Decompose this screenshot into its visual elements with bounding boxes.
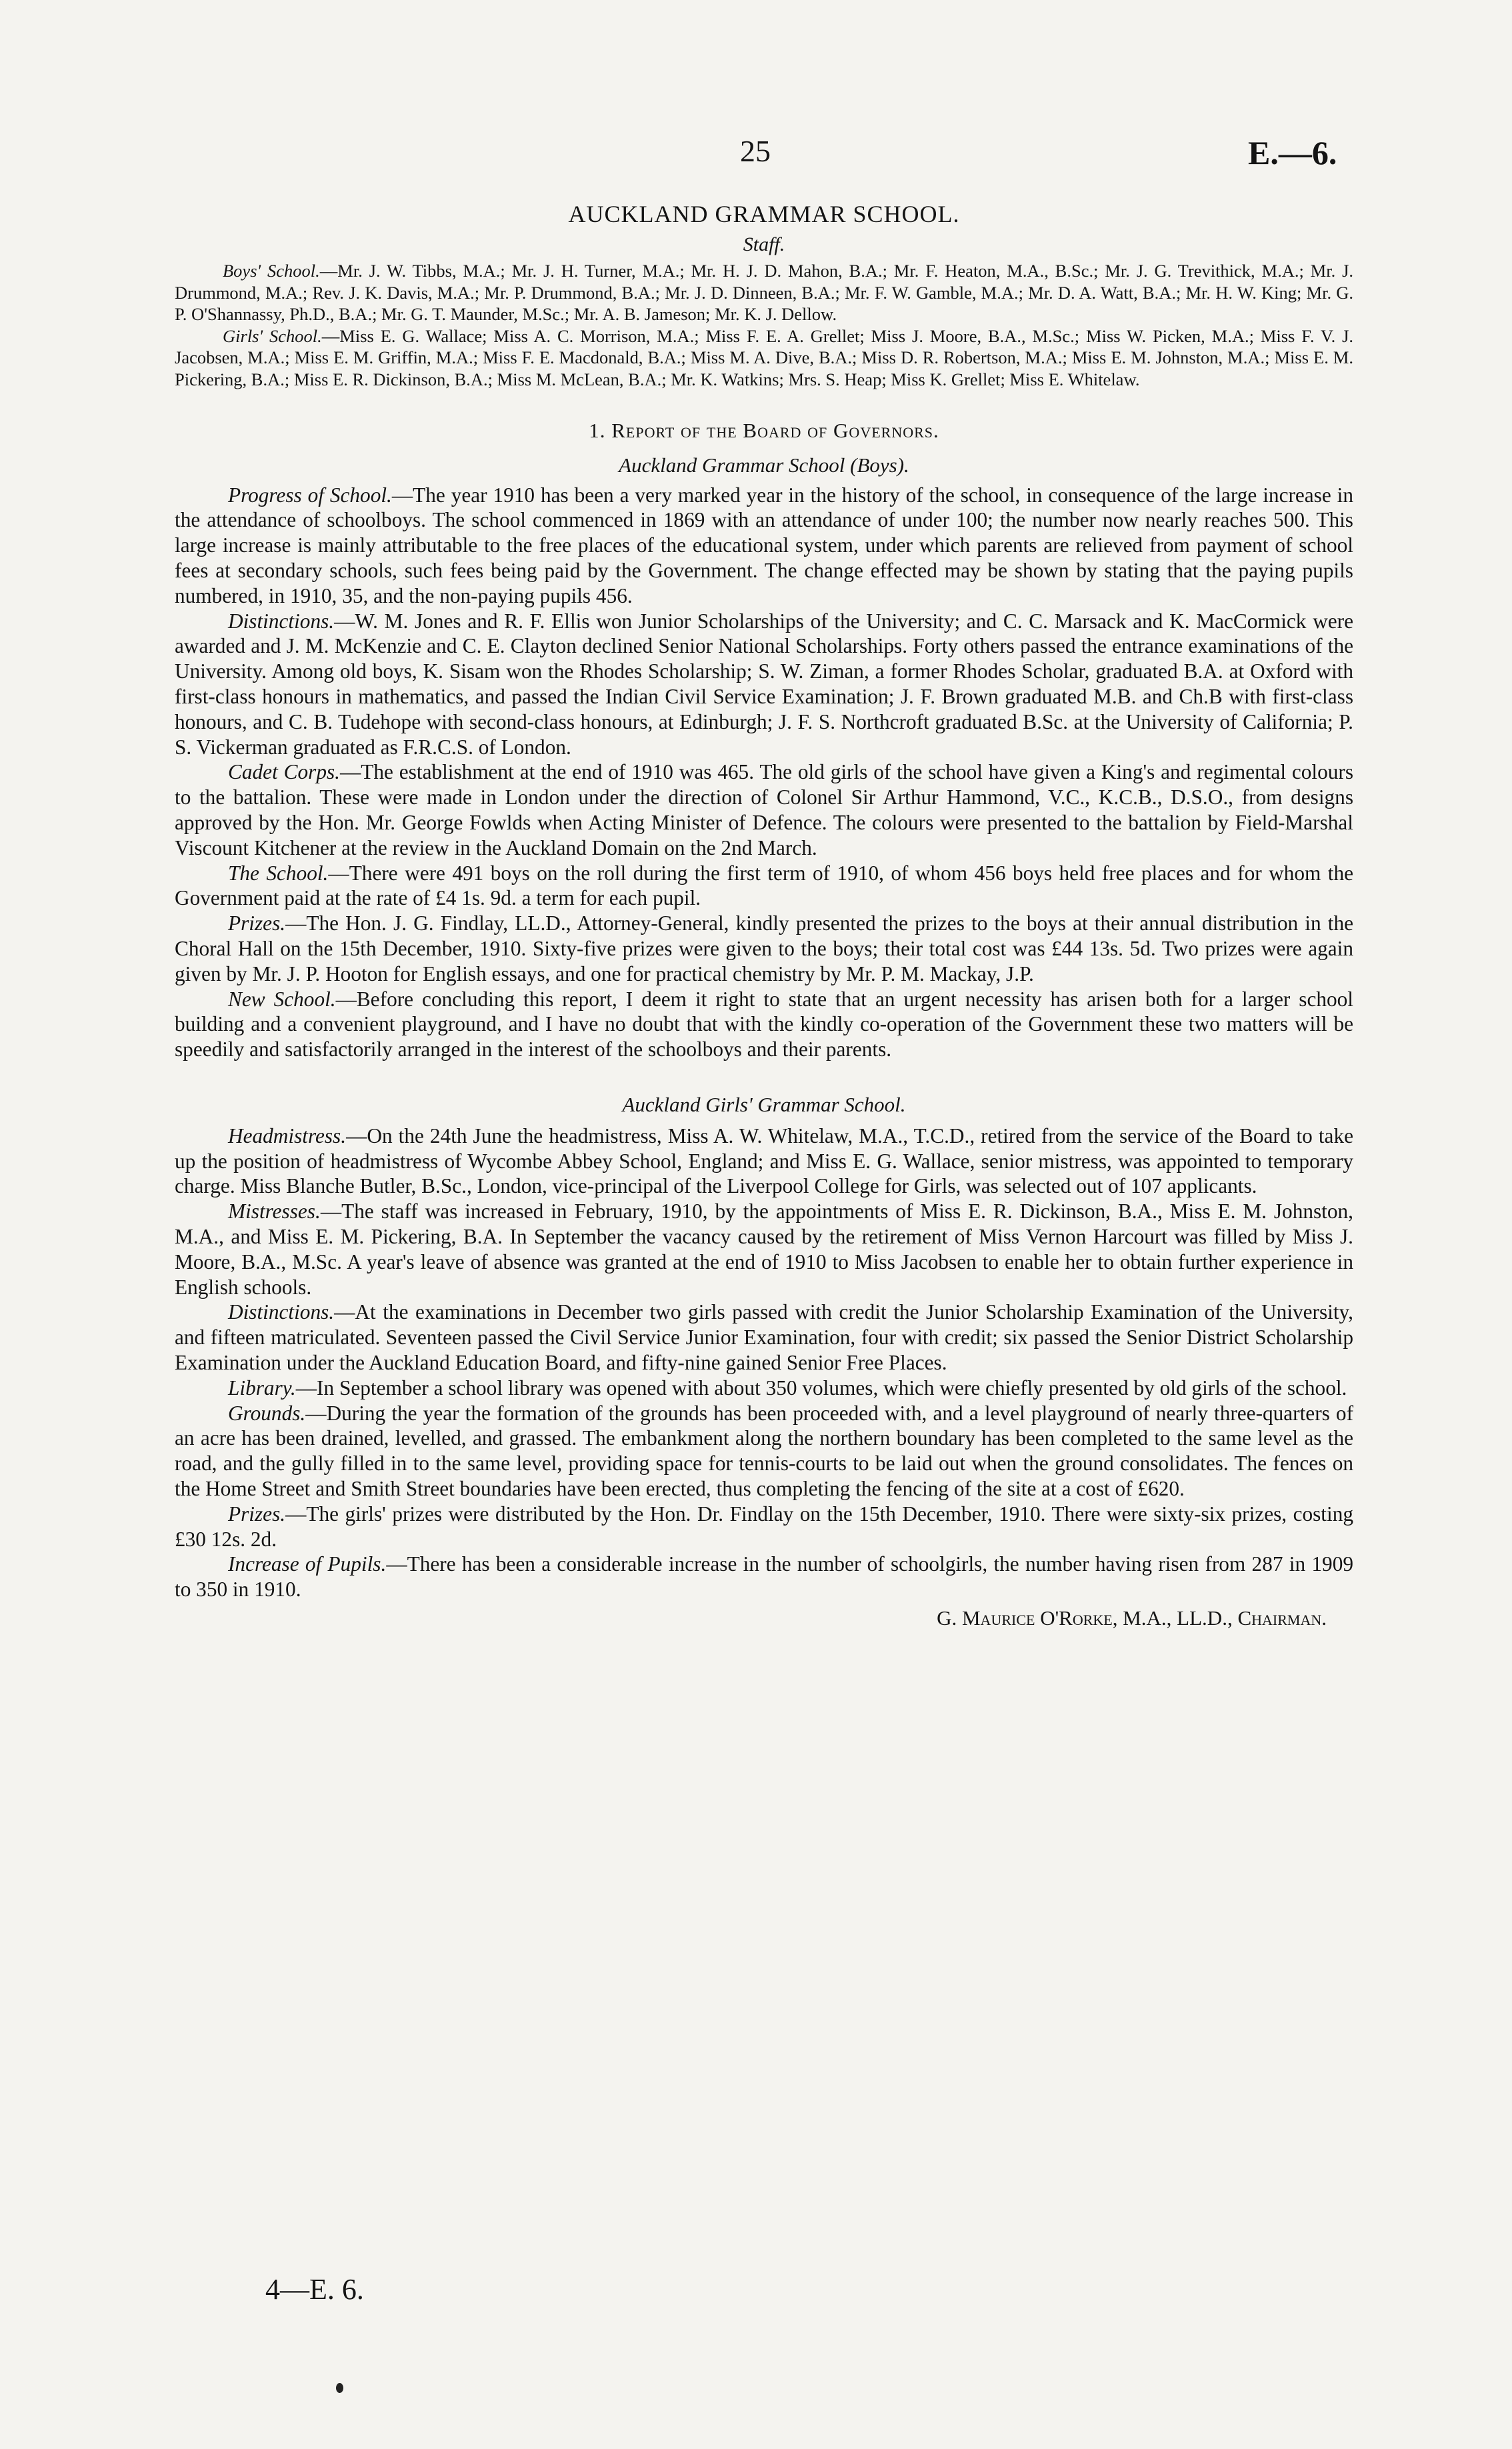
parliamentary-reference: E.—6. xyxy=(1248,134,1337,171)
footer-signature-mark: 4—E. 6. xyxy=(265,2273,364,2306)
paragraph xyxy=(175,759,1353,860)
paragraph-text: —The staff was increased in February, 1910, by the appointments of Miss E. R. Dickinson, B.A., Miss E. M. Johnston, M.A., and Miss E. M. Pickering, B.A. In September the vacancy caused by the retirement of Miss Vernon Harcourt was filled by Miss J. Moore, B.A., M.Sc. A year's leave of absence was granted at the end of 1910 to Miss Jacobsen to enable her to obtain further experience in English schools. xyxy=(175,1199,1353,1299)
paragraph-lead: Increase of Pupils. xyxy=(228,1552,387,1576)
paragraph xyxy=(175,1123,1353,1199)
paragraph-lead: Distinctions. xyxy=(228,1300,335,1324)
ink-spot xyxy=(336,2383,343,2393)
page-number: 25 xyxy=(740,134,771,168)
paragraph-lead: Progress of School. xyxy=(228,483,392,507)
paragraph-lead: Prizes. xyxy=(228,1502,286,1526)
paragraph-text: —There has been a considerable increase in the number of schoolgirls, the number having risen from 287 in 1909 to 350 in 1910. xyxy=(175,1552,1354,1602)
paragraph xyxy=(175,1552,1353,1602)
paragraph-text: —W. M. Jones and R. F. Ellis won Junior Scholarships of the University; and C. C. Marsack and K. MacCormick were awarded and J. M. McKenzie and C. E. Clayton declined Senior National Scholarships. Forty others passed the entrance examinations of the University. Among old boys, K. Sisam won the Rhodes Scholarship; S. W. Ziman, a former Rhodes Scholar, graduated B.A. at Oxford with first-class honours in mathematics, and passed the Indian Civil Service Examination; J. F. Brown graduated M.B. and Ch.B with first-class honours, and C. B. Tudehope with second-class honours, at Edinburgh; J. F. S. Northcroft graduated B.Sc. at the University of California; P. S. Vickerman graduated as F.R.C.S. of London. xyxy=(175,609,1353,759)
paragraph-lead: Mistresses. xyxy=(228,1199,321,1223)
paragraph-text: —The establishment at the end of 1910 was 465. The old girls of the school have given a King's and regimental colours to the battalion. These were made in London under the direction of Colonel Sir Arthur Hammond, V.C., K.C.B., D.S.O., from designs approved by the Hon. Mr. George Fowlds when Acting Minister of Defence. The colours were presented to the battalion by Field-Marshal Viscount Kitchener at the review in the Auckland Domain on the 2nd March. xyxy=(175,760,1354,859)
paragraph-text: —On the 24th June the headmistress, Miss A. W. Whitelaw, M.A., T.C.D., retired from the service of the Board to take up the position of headmistress of Wycombe Abbey School, England; and Miss E. G. Wallace, senior mistress, was appointed to temporary charge. Miss Blanche Butler, B.Sc., London, vice-principal of the Liverpool College for Girls, was selected out of 107 applicants. xyxy=(175,1123,1353,1198)
paragraph xyxy=(175,1376,1353,1401)
paragraph-lead: The School. xyxy=(228,861,329,885)
paragraph xyxy=(175,861,1353,911)
paragraph-text: —The girls' prizes were distributed by the Hon. Dr. Findlay on the 15th December, 1910. There were sixty-six prizes, costing £30 12s. 2d. xyxy=(175,1502,1353,1551)
school-title: AUCKLAND GRAMMAR SCHOOL. xyxy=(568,201,960,227)
girls-section-body xyxy=(175,1123,1353,1602)
boys-staff-paragraph xyxy=(175,260,1353,325)
paragraph xyxy=(175,1199,1353,1300)
paragraph-lead: Library. xyxy=(228,1376,296,1400)
girls-section-heading: Auckland Girls' Grammar School. xyxy=(622,1092,906,1116)
boys-staff-label: Boys' School. xyxy=(223,261,320,281)
paragraph-lead: Headmistress. xyxy=(228,1123,347,1147)
paragraph-lead: Prizes. xyxy=(228,911,286,935)
boys-section-body xyxy=(175,483,1353,1062)
paragraph-text: —In September a school library was opened with about 350 volumes, which were chiefly presented by old girls of the school. xyxy=(295,1376,1347,1400)
boys-staff-text: —Mr. J. W. Tibbs, M.A.; Mr. J. H. Turner, M.A.; Mr. H. J. D. Mahon, B.A.; Mr. F. Heaton, M.A., B.Sc.; Mr. J. G. Trevithick, M.A.; Mr. J. Drummond, M.A.; Rev. J. K. Davis, M.A.; Mr. P. Drummond, B.A.; Mr. J. D. Dinneen, B.A.; Mr. F. W. Gamble, M.A.; Mr. D. A. Watt, B.A.; Mr. H. W. King; Mr. G. P. O'Shannassy, Ph.D., B.A.; Mr. G. T. Maunder, M.Sc.; Mr. A. B. Jameson; Mr. K. J. Dellow. xyxy=(175,261,1354,325)
girls-staff-label: Girls' School. xyxy=(223,325,322,346)
chairman-signature: G. Maurice O'Rorke, M.A., LL.D., Chairman. xyxy=(937,1606,1327,1630)
paragraph-text: —During the year the formation of the grounds has been proceeded with, and a level playground of nearly three-quarters of an acre has been drained, levelled, and grassed. The embankment along the northern boundary has been completed to the same level as the road, and the gully filled in to the same level, providing space for tennis-courts to be laid out when the ground consolidates. The fences on the Home Street and Smith Street boundaries have been erected, thus completing the fencing of the site at a cost of £620. xyxy=(175,1401,1353,1501)
paragraph xyxy=(175,1401,1353,1502)
paragraph-text: —At the examinations in December two girls passed with credit the Junior Scholarship Examination of the University, and fifteen matriculated. Seventeen passed the Civil Service Junior Examination, four with credit; six passed the Senior District Scholarship Examination under the Auckland Education Board, and fifty-nine gained Senior Free Places. xyxy=(175,1300,1353,1375)
page-header xyxy=(0,133,1512,180)
paragraph xyxy=(175,911,1353,986)
boys-section-heading: Auckland Grammar School (Boys). xyxy=(619,453,909,477)
girls-staff-text: —Miss E. G. Wallace; Miss A. C. Morrison, M.A.; Miss F. E. A. Grellet; Miss J. Moore, B.A., M.Sc.; Miss W. Picken, M.A.; Miss F. V. J. Jacobsen, M.A.; Miss E. M. Griffin, M.A.; Miss F. E. Macdonald, B.A.; Miss M. A. Dive, B.A.; Miss D. R. Robertson, M.A.; Miss E. M. Johnston, M.A.; Miss E. M. Pickering, B.A.; Miss E. R. Dickinson, B.A.; Miss M. McLean, B.A.; Mr. K. Watkins; Mrs. S. Heap; Miss K. Grellet; Miss E. Whitelaw. xyxy=(175,325,1354,389)
paragraph-lead: New School. xyxy=(228,987,336,1011)
staff-heading: Staff. xyxy=(743,233,785,255)
staff-list xyxy=(175,260,1353,391)
paragraph-lead: Grounds. xyxy=(228,1401,306,1425)
paragraph xyxy=(175,483,1353,609)
paragraph-text: —Before concluding this report, I deem it right to state that an urgent necessity has arisen both for a larger school building and a convenient playground, and I have no doubt that with the kindly co-operation of the Government these two matters will be speedily and satisfactorily arranged in the interest of the schoolboys and their parents. xyxy=(175,987,1353,1061)
report-heading: 1. Report of the Board of Governors. xyxy=(589,418,939,442)
paragraph-lead: Distinctions. xyxy=(228,609,335,633)
text-column xyxy=(175,193,1353,1630)
girls-staff-paragraph xyxy=(175,325,1353,391)
paragraph-lead: Cadet Corps. xyxy=(228,760,340,784)
paragraph-text: —The year 1910 has been a very marked year in the history of the school, in consequence of the large increase in the attendance of schoolboys. The school commenced in 1869 with an attendance of under 100; the number now nearly reaches 500. This large increase is mainly attributable to the free places of the educational system, under which parents are relieved from payment of school fees at secondary schools, such fees being paid by the Government. The change effected may be shown by stating that the paying pupils numbered, in 1910, 35, and the non-paying pupils 456. xyxy=(175,483,1353,607)
paragraph xyxy=(175,987,1353,1062)
paragraph-text: —There were 491 boys on the roll during the first term of 1910, of whom 456 boys held free places and for whom the Government paid at the rate of £4 1s. 9d. a term for each pupil. xyxy=(175,861,1353,910)
paragraph-text: —The Hon. J. G. Findlay, LL.D., Attorney-General, kindly presented the prizes to the boys at their annual distribution in the Choral Hall on the 15th December, 1910. Sixty-five prizes were given to the boys; their total cost was £44 13s. 5d. Two prizes were again given by Mr. J. P. Hooton for English essays, and one for practical chemistry by Mr. P. M. Mackay, J.P. xyxy=(175,911,1353,985)
paragraph xyxy=(175,1300,1353,1375)
paragraph xyxy=(175,609,1353,760)
paragraph xyxy=(175,1502,1353,1552)
